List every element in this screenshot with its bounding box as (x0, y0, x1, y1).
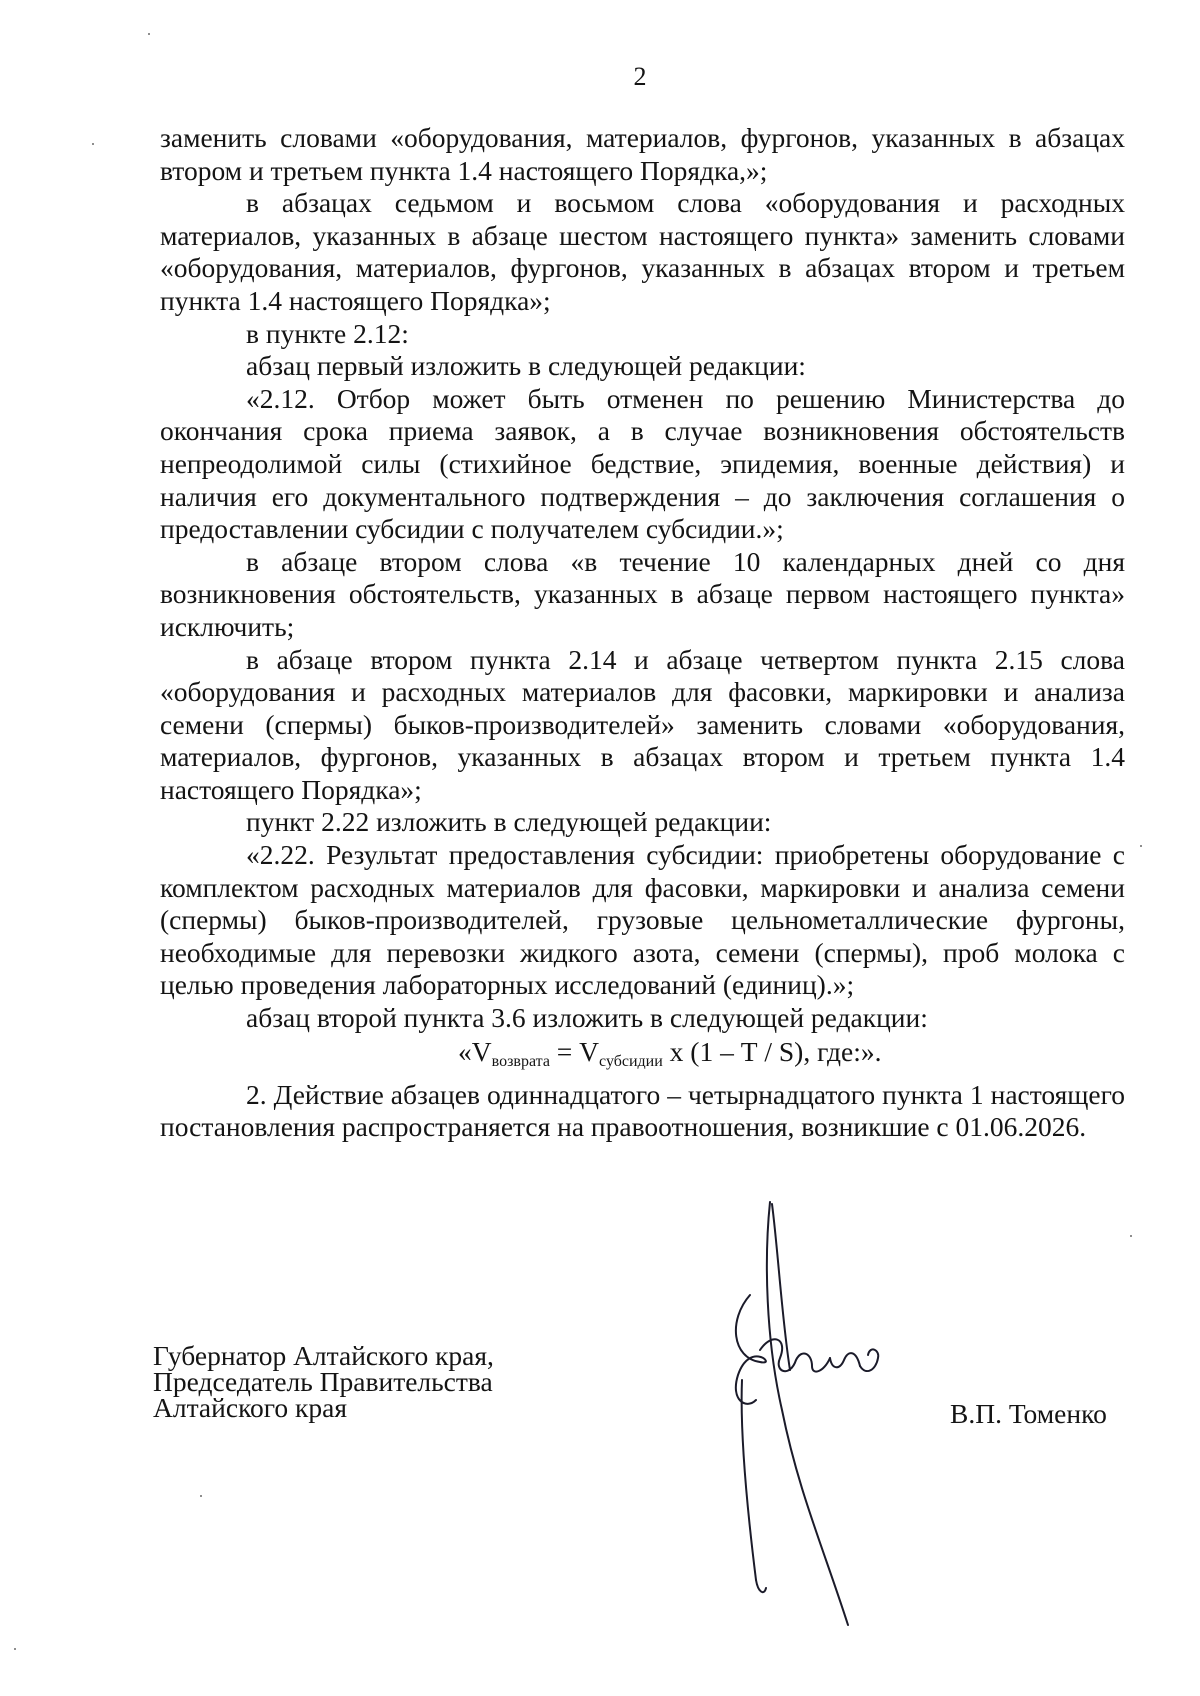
scan-dot (1140, 845, 1142, 847)
signatory-title-line: Председатель Правительства (153, 1366, 493, 1397)
paragraph: в абзаце втором пункта 2.14 и абзаце четвертом пункта 2.15 слова «оборудования и расходных материалов для фасовки, маркировки и анализа семени (спермы) быков-производителей» заменить словами «оборудования, материалов, фургонов, указанных в абзацах втором и третьем пункта 1.4 настоящего Порядка»; (160, 643, 1125, 805)
scan-dot (148, 33, 150, 35)
paragraph: пункт 2.22 изложить в следующей редакции: (246, 806, 772, 838)
page-number: 2 (633, 62, 647, 91)
formula-open: «V (458, 1035, 492, 1067)
formula-subscript-subsidy: субсидии (599, 1052, 663, 1070)
signatory-title-line: Губернатор Алтайского края, (153, 1340, 494, 1371)
paragraph: «2.22. Результат предоставления субсидии: приобретены оборудование с комплектом расходных материалов для фасовки, маркировки и анализа семени (спермы) быков-производителей, грузовые цельнометаллические фургоны, необходимые для перевозки жидкого азота, семени (спермы), проб молока с целью проведения лабораторных исследований (единиц).»; (160, 839, 1125, 1001)
handwritten-signature (720, 1200, 940, 1630)
signatory-name: В.П. Томенко (950, 1398, 1107, 1429)
signatory-title-line: Алтайского края (153, 1392, 347, 1423)
paragraph: в абзацах седьмом и восьмом слова «оборудования и расходных материалов, указанных в абзаце шестом настоящего пункта» заменить словами «оборудования, материалов, фургонов, указанных в абзацах втором и третьем пункта 1.4 настоящего Порядка»; (160, 187, 1125, 316)
paragraph: «2.12. Отбор может быть отменен по решению Министерства до окончания срока приема заявок, а в случае возникновения обстоятельств непреодолимой силы (стихийное бедствие, эпидемия, военные действия) и наличия его документального подтверждения – до заключения соглашения о предоставлении субсидии с получателем субсидии.»; (160, 382, 1125, 545)
scan-dot (14, 1648, 16, 1650)
refund-formula (160, 1035, 1125, 1079)
scan-dot (92, 143, 94, 145)
paragraph: в пункте 2.12: (246, 317, 409, 349)
formula-tail: х (1 – Т / S), где:». (662, 1035, 882, 1067)
scan-dot (1130, 1235, 1132, 1237)
document-body (160, 122, 1125, 1144)
paragraph: абзац первый изложить в следующей редакции: (246, 350, 806, 382)
paragraph: в абзаце втором слова «в течение 10 календарных дней со дня возникновения обстоятельств, указанных в абзаце первом настоящего пункта» исключить; (160, 545, 1125, 642)
formula-equals: = V (549, 1035, 600, 1067)
final-paragraph: 2. Действие абзацев одиннадцатого – четырнадцатого пункта 1 настоящего постановления распространяется на правоотношения, возникшие с 01.06.2026. (160, 1078, 1125, 1143)
paragraph: заменить словами «оборудования, материалов, фургонов, указанных в абзацах втором и третьем пункта 1.4 настоящего Порядка,»; (160, 122, 1125, 186)
paragraph: абзац второй пункта 3.6 изложить в следующей редакции: (246, 1002, 928, 1034)
formula-subscript-refund: возврата (491, 1052, 550, 1070)
signatory-title (153, 1340, 494, 1423)
scan-dot (200, 1495, 202, 1497)
